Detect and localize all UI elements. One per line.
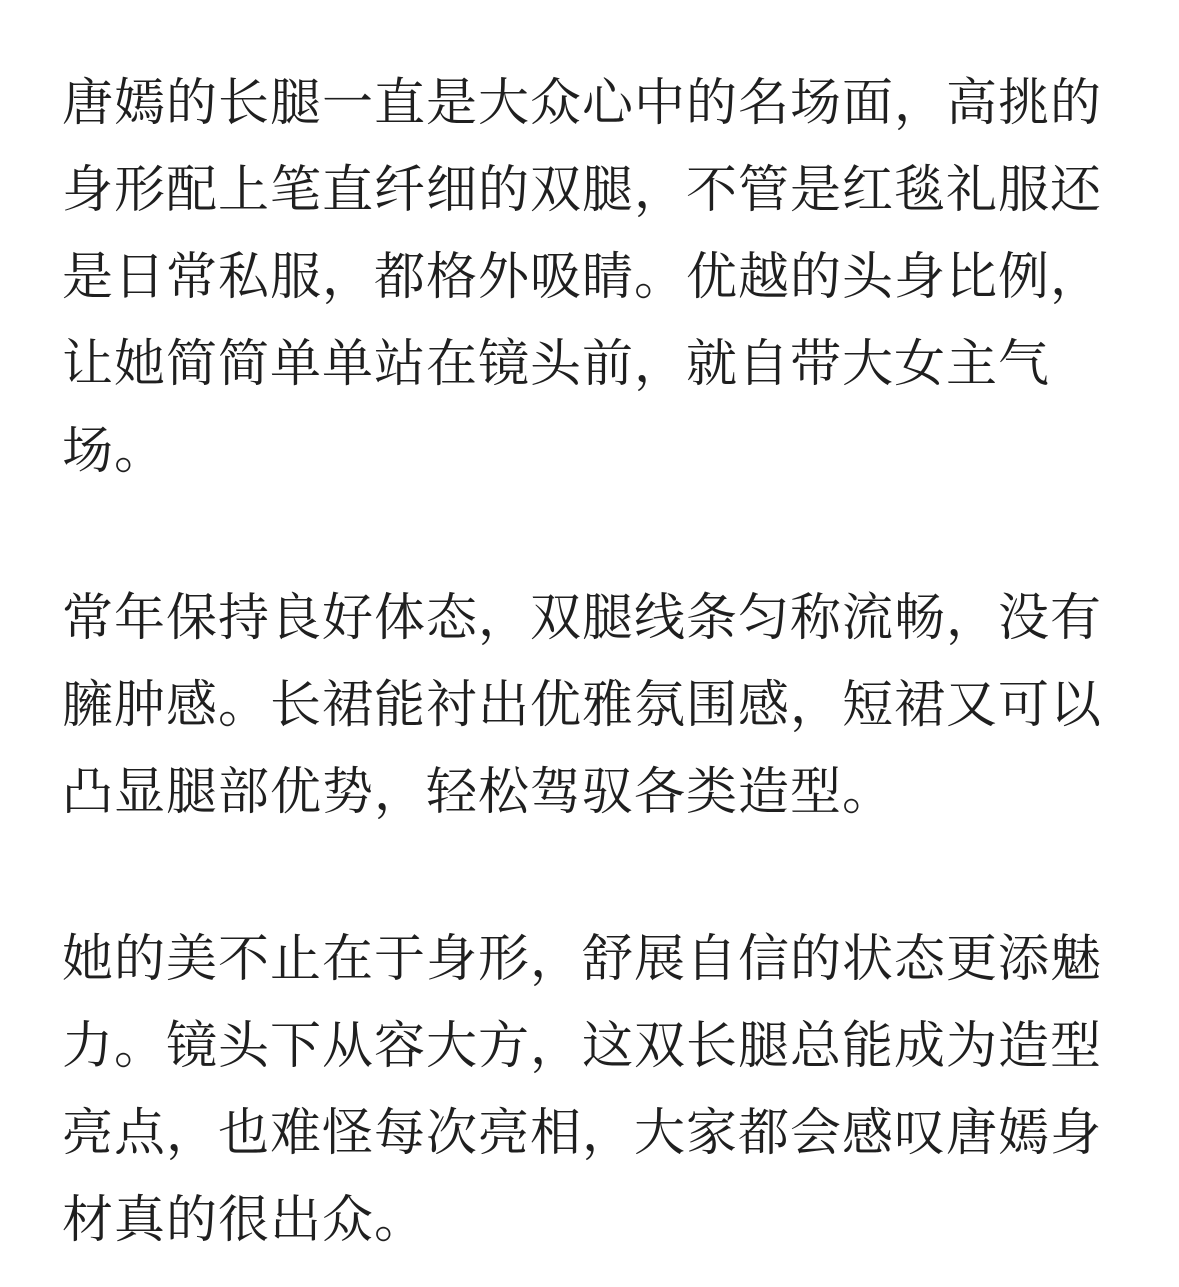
paragraph-2: 常年保持良好体态，双腿线条匀称流畅，没有臃肿感。长裙能衬出优雅氛围感，短裙又可以凸显腿部优势，轻松驾驭各类造型。 [62, 589, 1103, 822]
paragraph-3: 她的美不止在于身形，舒展自信的状态更添魅力。镜头下从容大方，这双长腿总能成为造型亮点，也难怪每次亮相，大家都会感叹唐嫣身材真的很出众。 [62, 930, 1103, 1250]
article-body [62, 60, 1124, 1264]
paragraph-1: 唐嫣的长腿一直是大众心中的名场面，高挑的身形配上笔直纤细的双腿，不管是红毯礼服还是日常私服，都格外吸睛。优越的头身比例，让她简简单单站在镜头前，就自带大女主气场。 [62, 74, 1103, 481]
